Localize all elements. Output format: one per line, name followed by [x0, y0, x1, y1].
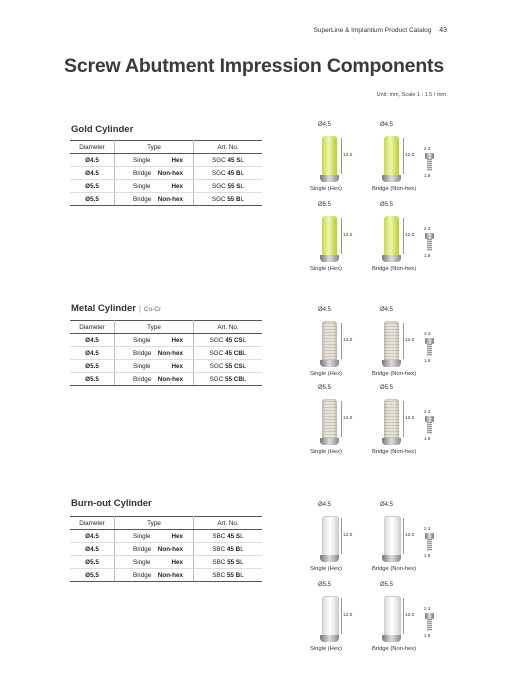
type-cell: Bridge: [115, 347, 155, 360]
diameter-cell: Ø5.5: [70, 373, 115, 386]
artno-cell: [194, 556, 263, 569]
cylinder-figure: [312, 582, 372, 660]
screw-thread-image: [427, 159, 432, 171]
artno-cell: [194, 193, 263, 206]
cylinder-base-image: [320, 360, 339, 367]
header-type: Type: [115, 141, 194, 154]
section-subtitle: Co-Cr: [143, 306, 162, 313]
screw-figure: [424, 409, 438, 445]
artno-cell: [194, 360, 263, 373]
artno-suffix: L: [240, 532, 244, 540]
diameter-cell: Ø5.5: [70, 360, 115, 373]
artno-prefix: SBC: [212, 571, 227, 579]
cylinder-base-image: [382, 635, 401, 642]
figure-caption: Bridge (Non-hex): [372, 186, 417, 192]
type-cell: Single: [115, 334, 155, 347]
artno-size: 55: [227, 195, 235, 203]
height-dimension-line: [403, 138, 404, 174]
artno-size: 55: [225, 362, 233, 370]
type-cell: Bridge: [115, 373, 155, 386]
unit-note: Unit: mm, Scale 1 : 1.5 / mm: [376, 92, 446, 98]
connection-cell: Hex: [155, 530, 194, 543]
artno-size: 55: [227, 182, 235, 190]
artno-variant: B: [234, 169, 241, 177]
artno-size: 55: [226, 571, 234, 579]
artno-suffix: L: [240, 182, 244, 190]
header-artno: Art. No.: [194, 321, 263, 334]
artno-suffix: L: [240, 195, 245, 203]
cylinder-base-image: [382, 360, 401, 367]
connection-cell: Hex: [155, 556, 194, 569]
artno-prefix: SGC: [209, 362, 226, 370]
screw-bottom-label: 1.8: [424, 633, 431, 638]
spec-table: [70, 320, 262, 386]
type-cell: Single: [115, 530, 155, 543]
height-label: 12.0: [405, 153, 415, 158]
header-artno: Art. No.: [194, 141, 263, 154]
height-dimension-line: [341, 401, 342, 437]
artno-variant: B: [233, 545, 241, 553]
artno-prefix: SBC: [212, 545, 227, 553]
figure-caption: Single (Hex): [310, 646, 342, 652]
height-dimension-line: [403, 518, 404, 554]
screw-figure: [424, 226, 438, 262]
artno-prefix: SGC: [212, 156, 228, 164]
section-title: [71, 498, 158, 509]
artno-variant: B: [234, 195, 241, 203]
table-header-row: [70, 517, 262, 530]
table-header-row: [70, 321, 262, 334]
section-title: [71, 124, 139, 135]
height-dimension-line: [341, 598, 342, 634]
screw-top-label: 2.3: [424, 146, 431, 151]
diameter-cell: Ø5.5: [70, 569, 115, 582]
height-dimension-line: [341, 218, 342, 254]
type-cell: Single: [115, 556, 155, 569]
figure-caption: Bridge (Non-hex): [372, 266, 417, 272]
diameter-label: Ø4.5: [318, 122, 332, 128]
diameter-cell: Ø4.5: [70, 334, 115, 347]
connection-cell: Non-hex: [155, 347, 194, 360]
figure-caption: Single (Hex): [310, 186, 342, 192]
cylinder-image: [384, 516, 401, 558]
artno-prefix: SBC: [212, 532, 228, 540]
type-cell: Bridge: [115, 193, 155, 206]
artno-size: 45: [227, 156, 235, 164]
artno-prefix: SGC: [209, 336, 226, 344]
height-dimension-line: [403, 598, 404, 634]
table-row: [70, 167, 262, 180]
height-label: 12.0: [343, 338, 353, 343]
artno-variant: S: [234, 156, 241, 164]
diameter-cell: Ø5.5: [70, 556, 115, 569]
height-dimension-line: [341, 518, 342, 554]
height-label: 12.0: [405, 533, 415, 538]
diameter-cell: Ø4.5: [70, 347, 115, 360]
screw-top-label: 2.3: [424, 526, 431, 531]
artno-suffix: L: [240, 169, 245, 177]
artno-cell: [194, 543, 263, 556]
header-diameter: Diameter: [70, 517, 115, 530]
cylinder-image: [322, 399, 337, 439]
table-row: [70, 360, 262, 373]
diameter-label: Ø5.5: [380, 202, 394, 208]
cylinder-figure: [312, 385, 372, 463]
cylinder-base-image: [382, 255, 401, 262]
figure-caption: Bridge (Non-hex): [372, 646, 417, 652]
cylinder-image: [322, 216, 337, 256]
artno-size: 55: [227, 558, 235, 566]
screw-figure: [424, 526, 438, 562]
artno-suffix: L: [240, 545, 244, 553]
height-dimension-line: [341, 138, 342, 174]
screw-thread-image: [427, 619, 432, 631]
cylinder-base-image: [320, 438, 339, 445]
table-row: [70, 373, 262, 386]
cylinder-image: [384, 136, 399, 176]
table-row: [70, 543, 262, 556]
artno-cell: [194, 347, 263, 360]
screw-thread-image: [427, 239, 432, 251]
connection-cell: Hex: [155, 334, 194, 347]
height-label: 12.0: [405, 416, 415, 421]
artno-size: 45: [226, 545, 234, 553]
cylinder-image: [322, 321, 337, 361]
artno-size: 45: [225, 336, 233, 344]
screw-top-label: 2.3: [424, 606, 431, 611]
height-label: 12.0: [343, 233, 353, 238]
artno-variant: S: [234, 532, 241, 540]
screw-bottom-label: 1.8: [424, 553, 431, 558]
table-row: [70, 193, 262, 206]
artno-variant: CS: [232, 362, 243, 370]
height-label: 12.0: [343, 416, 353, 421]
artno-suffix: L: [242, 349, 247, 357]
type-cell: Single: [115, 180, 155, 193]
header-artno: Art. No.: [194, 517, 263, 530]
cylinder-image: [322, 136, 337, 176]
page-title: Screw Abutment Impression Components: [64, 55, 444, 77]
cylinder-image: [384, 321, 399, 361]
screw-top-label: 2.3: [424, 331, 431, 336]
artno-suffix: L: [242, 336, 247, 344]
height-label: 12.0: [405, 233, 415, 238]
diameter-label: Ø4.5: [380, 502, 394, 508]
connection-cell: Hex: [155, 180, 194, 193]
diameter-label: Ø4.5: [318, 502, 332, 508]
section-separator: |: [138, 306, 141, 313]
artno-prefix: SGC: [211, 195, 228, 203]
type-cell: Single: [115, 360, 155, 373]
screw-figure: [424, 606, 438, 642]
cylinder-figure: [312, 122, 372, 200]
connection-cell: Non-hex: [155, 167, 194, 180]
diameter-label: Ø5.5: [318, 385, 332, 391]
height-label: 12.0: [405, 613, 415, 618]
figure-caption: Single (Hex): [310, 449, 342, 455]
catalog-name: SuperLine & Implantium Product Catalog: [313, 27, 432, 34]
height-label: 12.0: [343, 533, 353, 538]
screw-top-label: 2.3: [424, 226, 431, 231]
screw-figure: [424, 146, 438, 182]
figure-caption: Single (Hex): [310, 371, 342, 377]
artno-variant: CB: [232, 349, 243, 357]
screw-thread-image: [427, 539, 432, 551]
type-cell: Bridge: [115, 167, 155, 180]
page-header: [314, 27, 447, 34]
artno-size: 45: [225, 349, 233, 357]
header-diameter: Diameter: [70, 321, 115, 334]
cylinder-base-image: [320, 635, 339, 642]
cylinder-image: [384, 596, 401, 638]
diameter-label: Ø5.5: [318, 582, 332, 588]
figure-caption: Bridge (Non-hex): [372, 371, 417, 377]
figure-caption: Bridge (Non-hex): [372, 449, 417, 455]
screw-bottom-label: 1.8: [424, 436, 431, 441]
artno-suffix: L: [242, 362, 247, 370]
type-cell: Bridge: [115, 543, 155, 556]
screw-top-label: 2.3: [424, 409, 431, 414]
section-title: [71, 303, 161, 314]
cylinder-image: [322, 516, 339, 558]
connection-cell: Non-hex: [155, 193, 194, 206]
screw-bottom-label: 1.8: [424, 253, 431, 258]
artno-size: 55: [225, 375, 233, 383]
connection-cell: Non-hex: [155, 373, 194, 386]
figure-caption: Single (Hex): [310, 566, 342, 572]
artno-cell: [194, 530, 263, 543]
height-label: 12.0: [405, 338, 415, 343]
table-header-row: [70, 141, 262, 154]
cylinder-base-image: [382, 555, 401, 562]
cylinder-image: [384, 216, 399, 256]
page-number: 43: [439, 27, 447, 34]
cylinder-base-image: [320, 555, 339, 562]
diameter-label: Ø4.5: [318, 307, 332, 313]
connection-cell: Non-hex: [155, 543, 194, 556]
cylinder-figure: [312, 502, 372, 580]
diameter-label: Ø5.5: [380, 385, 394, 391]
table-row: [70, 347, 262, 360]
height-dimension-line: [403, 323, 404, 359]
artno-suffix: L: [240, 156, 244, 164]
screw-bottom-label: 1.8: [424, 358, 431, 363]
height-label: 12.0: [343, 153, 353, 158]
height-dimension-line: [403, 401, 404, 437]
artno-prefix: SGC: [209, 375, 225, 383]
table-row: [70, 530, 262, 543]
type-cell: Single: [115, 154, 155, 167]
artno-size: 45: [227, 169, 235, 177]
cylinder-base-image: [320, 175, 339, 182]
artno-cell: [194, 334, 263, 347]
header-type: Type: [115, 321, 194, 334]
artno-cell: [194, 167, 263, 180]
artno-prefix: SGC: [211, 169, 228, 177]
spec-table: [70, 140, 262, 206]
section-title-text: Gold Cylinder: [71, 124, 134, 135]
cylinder-base-image: [320, 255, 339, 262]
screw-thread-image: [427, 422, 432, 434]
table-row: [70, 180, 262, 193]
screw-bottom-label: 1.8: [424, 173, 431, 178]
artno-prefix: SGC: [212, 182, 228, 190]
artno-suffix: L: [240, 571, 244, 579]
cylinder-figure: [312, 307, 372, 385]
figure-caption: Bridge (Non-hex): [372, 566, 417, 572]
diameter-label: Ø5.5: [380, 582, 394, 588]
artno-variant: S: [234, 182, 241, 190]
artno-variant: S: [234, 558, 241, 566]
diameter-cell: Ø4.5: [70, 154, 115, 167]
artno-cell: [194, 569, 263, 582]
artno-prefix: SBC: [212, 558, 228, 566]
artno-cell: [194, 180, 263, 193]
diameter-cell: Ø4.5: [70, 530, 115, 543]
height-dimension-line: [341, 323, 342, 359]
diameter-cell: Ø5.5: [70, 193, 115, 206]
diameter-label: Ø4.5: [380, 307, 394, 313]
connection-cell: Non-hex: [155, 569, 194, 582]
type-cell: Bridge: [115, 569, 155, 582]
artno-prefix: SGC: [209, 349, 225, 357]
diameter-cell: Ø4.5: [70, 543, 115, 556]
table-row: [70, 154, 262, 167]
table-row: [70, 556, 262, 569]
table-row: [70, 569, 262, 582]
spec-table: [70, 516, 262, 582]
section-title-text: Metal Cylinder: [71, 303, 136, 314]
artno-suffix: L: [240, 558, 244, 566]
artno-suffix: L: [242, 375, 247, 383]
diameter-cell: Ø4.5: [70, 167, 115, 180]
diameter-label: Ø4.5: [380, 122, 394, 128]
table-row: [70, 334, 262, 347]
artno-size: 45: [227, 532, 235, 540]
height-dimension-line: [403, 218, 404, 254]
screw-thread-image: [427, 344, 432, 356]
diameter-cell: Ø5.5: [70, 180, 115, 193]
artno-variant: CB: [232, 375, 243, 383]
screw-figure: [424, 331, 438, 367]
cylinder-base-image: [382, 438, 401, 445]
connection-cell: Hex: [155, 154, 194, 167]
figure-caption: Single (Hex): [310, 266, 342, 272]
artno-variant: CS: [232, 336, 243, 344]
artno-cell: [194, 154, 263, 167]
artno-variant: B: [233, 571, 241, 579]
cylinder-image: [322, 596, 339, 638]
height-label: 12.0: [343, 613, 353, 618]
cylinder-image: [384, 399, 399, 439]
header-type: Type: [115, 517, 194, 530]
header-diameter: Diameter: [70, 141, 115, 154]
cylinder-base-image: [382, 175, 401, 182]
diameter-label: Ø5.5: [318, 202, 332, 208]
artno-cell: [194, 373, 263, 386]
section-title-text: Burn-out Cylinder: [71, 498, 152, 509]
connection-cell: Hex: [155, 360, 194, 373]
cylinder-figure: [312, 202, 372, 280]
